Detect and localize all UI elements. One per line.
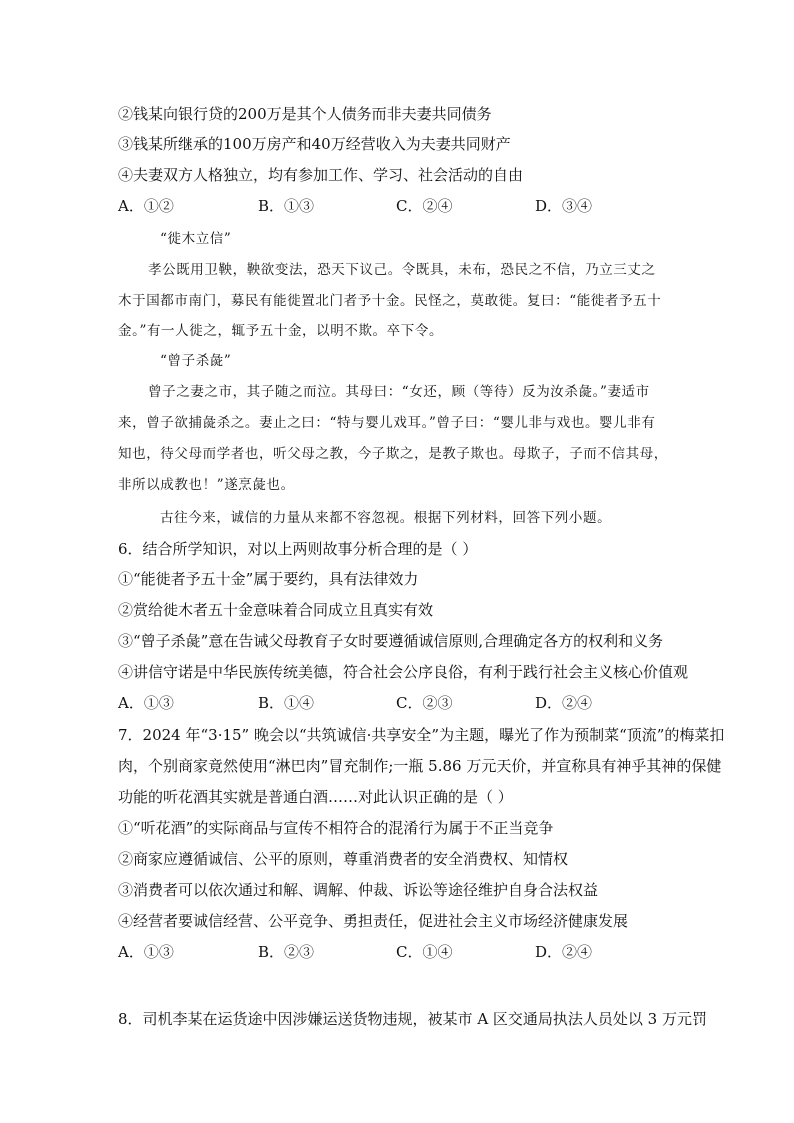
q6-stem: 6．结合所学知识，对以上两则故事分析合理的是（ ）: [118, 540, 478, 558]
story2-title: “曾子杀彘”: [160, 353, 232, 369]
story1-line-2: 木于国都市南门，募民有能徙置北门者予十金。民怪之，莫敢徙。复曰：“能徙者予五十: [118, 293, 662, 309]
q7-option-c: C．①④: [396, 943, 453, 961]
q5-statement-2: ②钱某向银行贷的200万是其个人债务而非夫妻共同债务: [118, 105, 492, 123]
q7-statement-4: ④经营者要诚信经营、公平竞争、勇担责任，促进社会主义市场经济健康发展: [118, 912, 629, 930]
q5-statement-4: ④夫妻双方人格独立，均有参加工作、学习、社会活动的自由: [118, 166, 524, 184]
q5-option-a: A．①②: [118, 197, 174, 215]
q6-statement-1: ①“能徙者予五十金”属于要约，具有法律效力: [118, 570, 419, 588]
q7-stem-line-3: 功能的听花酒其实就是普通白酒……对此认识正确的是（ ）: [118, 788, 513, 806]
q5-option-d: D．③④: [535, 197, 593, 215]
materials-intro: 古往今来，诚信的力量从来都不容忽视。根据下列材料，回答下列小题。: [160, 510, 612, 526]
q7-option-a: A．①③: [118, 943, 174, 961]
story2-line-2: 来，曾子欲捕彘杀之。妻止之曰：“特与婴儿戏耳。”曾子曰：“婴儿非与戏也。婴儿非有: [118, 415, 656, 431]
q6-statement-3: ③“曾子杀彘”意在告诫父母教育子女时要遵循诚信原则,合理确定各方的权利和义务: [118, 632, 664, 650]
story2-line-3: 知也，待父母而学者也，听父母之教，今子欺之，是教子欺也。母欺子，子而不信其母，: [118, 446, 668, 462]
story1-line-3: 金。”有一人徙之，辄予五十金，以明不欺。卒下令。: [118, 323, 444, 339]
q6-statement-4: ④讲信守诺是中华民族传统美德，符合社会公序良俗，有利于践行社会主义核心价值观: [118, 663, 689, 681]
story1-line-1: 孝公既用卫鞅，鞅欲变法，恐天下议己。令既具，未布，恐民之不信，乃立三丈之: [148, 262, 656, 278]
q6-option-b: B．①④: [258, 694, 315, 712]
q6-option-d: D．②④: [535, 694, 593, 712]
q7-option-d: D．②④: [535, 943, 593, 961]
q5-option-b: B．①③: [258, 197, 315, 215]
q7-statement-2: ②商家应遵循诚信、公平的原则，尊重消费者的安全消费权、知情权: [118, 850, 569, 868]
q5-statement-3: ③钱某所继承的100万房产和40万经营收入为夫妻共同财产: [118, 135, 511, 153]
q7-statement-1: ①“听花酒”的实际商品与宣传不相符合的混淆行为属于不正当竞争: [118, 819, 554, 837]
story1-title: “徙木立信”: [160, 231, 232, 247]
q7-option-b: B．②③: [258, 943, 315, 961]
q7-statement-3: ③消费者可以依次通过和解、调解、仲裁、诉讼等途径维护自身合法权益: [118, 881, 599, 899]
q7-stem-line-2: 肉，个别商家竟然使用“淋巴肉”冒充制作;一瓶 5.86 万元天价，并宣称具有神乎其神的保健: [118, 757, 722, 775]
q8-stem: 8．司机李某在运货途中因涉嫌运送货物违规，被某市 A 区交通局执法人员处以 3 万元罚: [118, 1010, 707, 1028]
story2-line-4: 非所以成教也！”遂烹彘也。: [118, 477, 295, 493]
story2-line-1: 曾子之妻之市，其子随之而泣。其母曰：“女还，顾（等待）反为汝杀彘。”妻适市: [148, 384, 650, 400]
q7-stem-line-1: 7．2024 年“3·15” 晚会以“共筑诚信·共享安全”为主题，曝光了作为预制菜“顶流”的梅菜扣: [118, 726, 725, 744]
q6-option-a: A．①③: [118, 694, 174, 712]
q6-option-c: C．②③: [396, 694, 453, 712]
q5-option-c: C．②④: [396, 197, 453, 215]
q6-statement-2: ②赏给徙木者五十金意味着合同成立且真实有效: [118, 601, 434, 619]
